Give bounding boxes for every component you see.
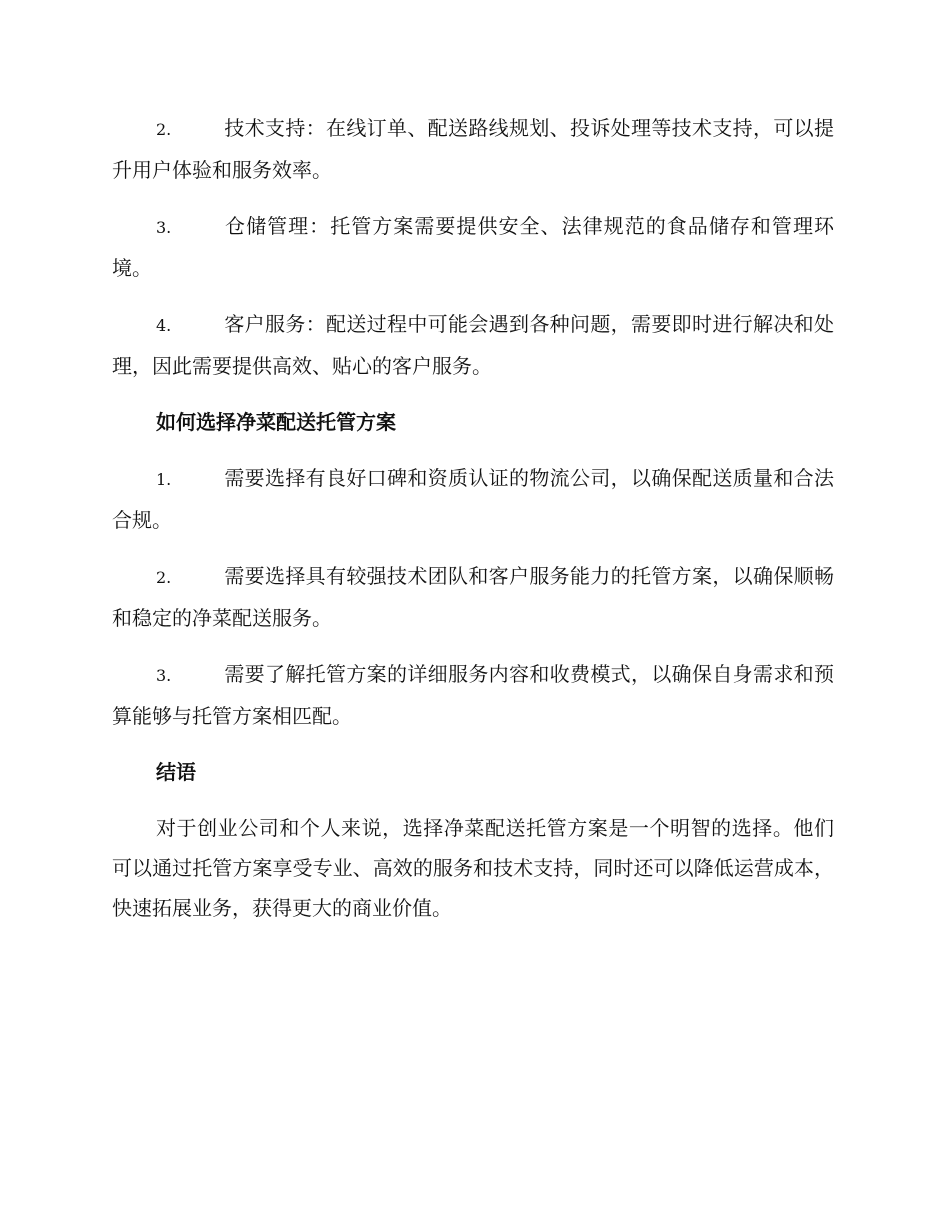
conclusion-paragraph: 对于创业公司和个人来说，选择净菜配送托管方案是一个明智的选择。他们可以通过托管方案享受专业、高效的服务和技术支持，同时还可以降低运营成本，快速拓展业务，获得更大的商业价值。 [112,816,834,920]
list-item [112,108,834,190]
list-number: 3. [156,666,172,685]
list-number: 4. [156,316,172,335]
list-text: 仓储管理：托管方案需要提供安全、法律规范的食品储存和管理环境。 [112,214,834,280]
list-number: 2. [156,120,172,139]
list-number: 1. [156,470,172,489]
section-heading-selection: 如何选择净菜配送托管方案 [156,410,396,434]
list-item [112,458,834,540]
list-item [112,654,834,736]
list-number: 3. [156,218,172,237]
list-text: 需要选择具有较强技术团队和客户服务能力的托管方案，以确保顺畅和稳定的净菜配送服务。 [112,564,834,630]
list-item [112,304,834,386]
list-text: 技术支持：在线订单、配送路线规划、投诉处理等技术支持，可以提升用户体验和服务效率。 [112,116,834,182]
section-heading-conclusion: 结语 [156,760,196,784]
document-body [112,108,834,928]
list-text: 需要了解托管方案的详细服务内容和收费模式，以确保自身需求和预算能够与托管方案相匹配。 [112,662,834,728]
list-item [112,206,834,288]
list-text: 客户服务：配送过程中可能会遇到各种问题，需要即时进行解决和处理，因此需要提供高效、贴心的客户服务。 [112,312,834,378]
list-text: 需要选择有良好口碑和资质认证的物流公司，以确保配送质量和合法合规。 [112,466,834,532]
list-number: 2. [156,568,172,587]
list-item [112,556,834,638]
